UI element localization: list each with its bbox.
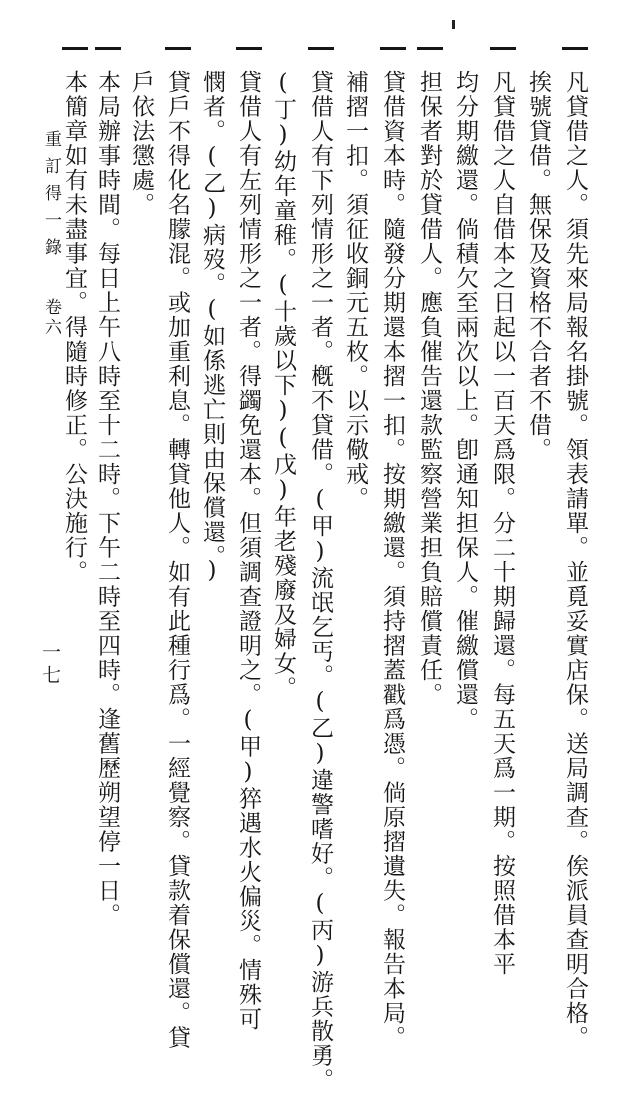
rule-column-9: 貸借人有左列情形之一者。得蠲免還本。但須調查證明之。(甲)猝遇水火偏災。情殊可 [235,70,261,1032]
page-number: 一七 [39,642,61,688]
rule-column-10: 憫者。(乙)病歿。(如係逃亡則由保償還。) [199,70,225,585]
rule-column-5: 貸借資本時。隨發分期還本摺一扣。按期繳還。須持摺蓋戳爲憑。倘原摺遺失。報告本局。 [379,70,405,1050]
column-2-marker [490,47,516,50]
rule-column-3: 均分期繳還。倘積欠至兩次以上。卽通知担保人。催繳償還。 [452,70,478,732]
rule-column-13: 本局辦事時間。每日上午八時至十二時。下午二時至四時。逢舊歷朔望停一日。 [94,70,120,928]
rule-column-1: 挨號貸借。無保及資格不合者不借。 [525,70,551,462]
column-11-marker [165,47,191,50]
column-14-marker [62,47,88,50]
rule-column-12: 戶依法懲處。 [128,70,154,217]
column-0-marker [562,47,588,50]
column-5-marker [380,47,406,50]
rule-column-4: 担保者對於貸借人。應負催告還款監察營業担負賠償責任。 [416,70,442,707]
ink-speck [452,20,455,29]
rule-column-2: 凡貸借之人自借本之日起以一百天爲限。分二十期歸還。每五天爲一期。按照借本平 [489,70,515,977]
rule-column-8: (丁)幼年童稚。(十歲以下)(戊)年老殘廢及婦女。 [270,70,296,701]
column-13-marker [95,47,121,50]
volume-label: 卷六 [41,298,61,338]
column-7-marker [308,47,334,50]
rule-column-7: 貸借人有下列情形之一者。槪不貸借。(甲)流氓乞丐。(乙)違警嗜好。(丙)游兵散勇。 [307,70,333,1093]
column-4-marker [417,47,443,50]
rule-column-6: 補摺一扣。須征收銅元五枚。以示儆戒。 [342,70,368,511]
rule-column-14: 本簡章如有未盡事宜。得隨時修正。公決施行。 [61,70,87,585]
column-9-marker [236,47,262,50]
rule-column-0: 凡貸借之人。須先來局報名掛號。領表請單。並覓妥實店保。送局調查。俟派員查明合格。 [562,70,588,1050]
book-title: 重訂得一錄 [41,130,61,265]
rule-column-11: 貸戶不得化名朦混。或加重利息。轉貸他人。如有此種行爲。一經覺察。貸款着保償還。貸 [164,70,190,1050]
